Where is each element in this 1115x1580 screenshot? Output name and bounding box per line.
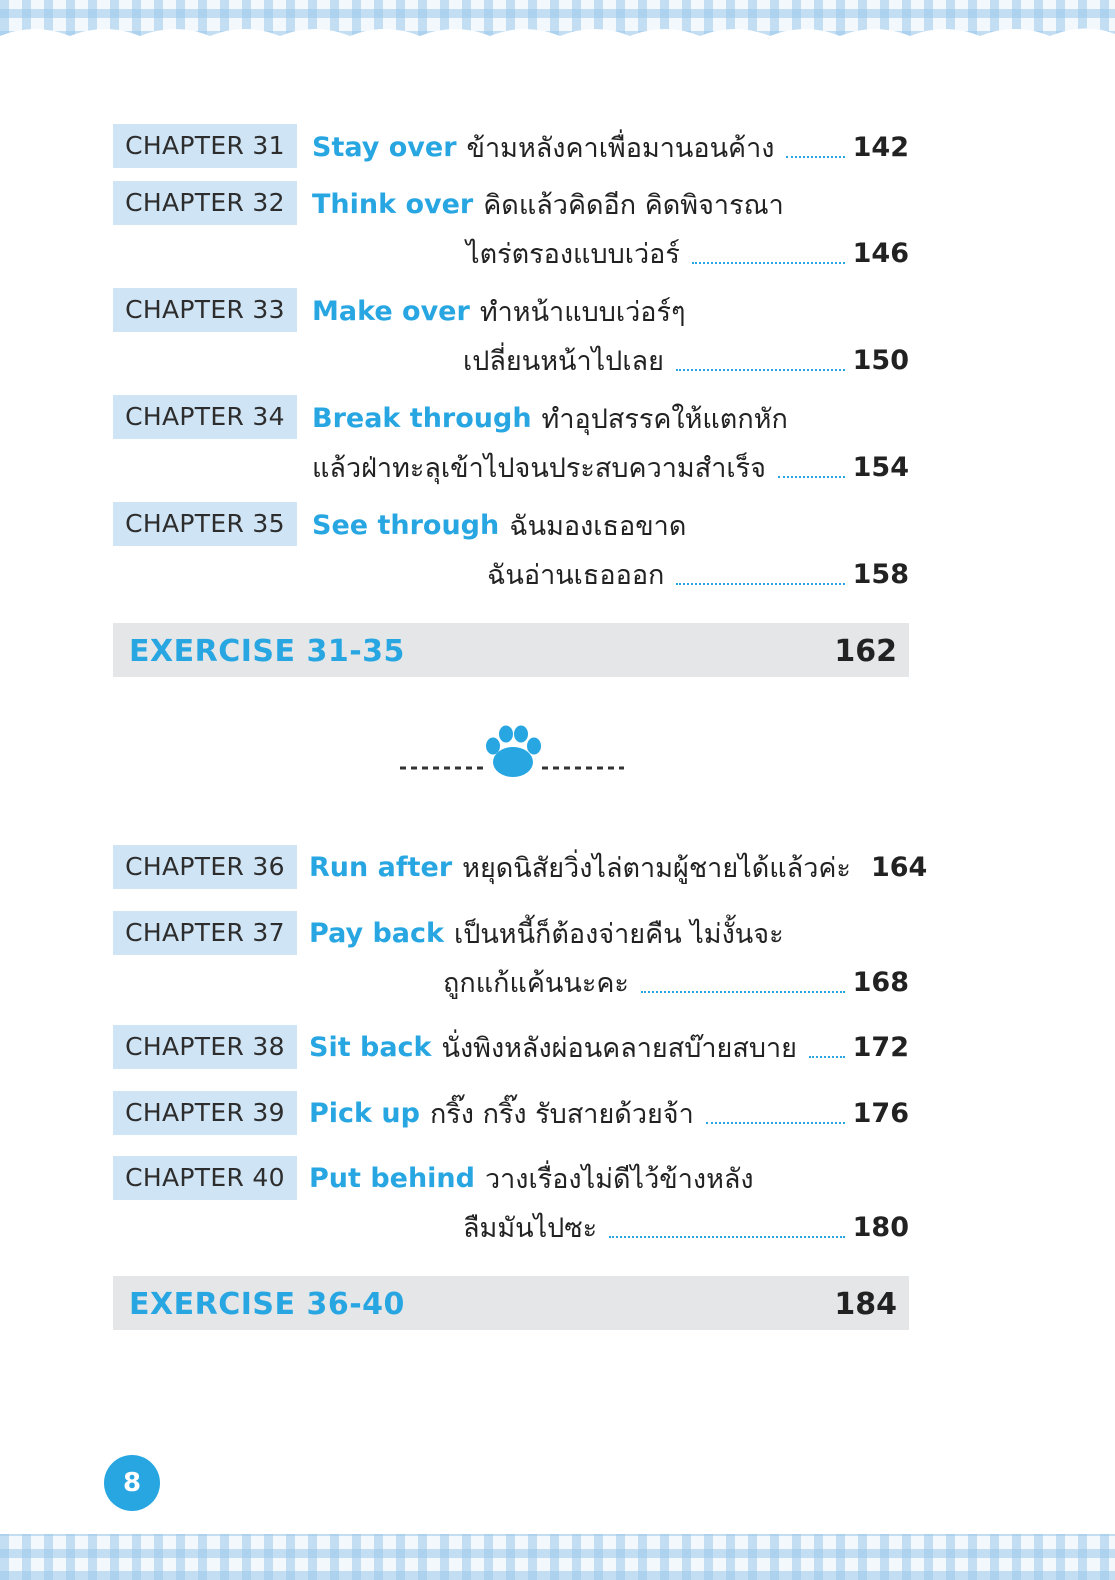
- exercise-entry-36-40[interactable]: [113, 1276, 909, 1330]
- leader-dots: [778, 476, 845, 478]
- chapter-title-th-cont: ไตร่ตรองแบบเว่อร์: [466, 238, 680, 270]
- chapter-tag: CHAPTER 32: [113, 181, 297, 225]
- chapter-title-th: ฉันมองเธอขาด: [509, 510, 687, 542]
- paw-print-icon: [486, 726, 541, 778]
- leader-dots: [786, 156, 844, 158]
- chapter-tag: CHAPTER 34: [113, 395, 297, 439]
- page-number-badge: 8: [104, 1455, 160, 1511]
- exercise-entry-31-35[interactable]: [113, 623, 909, 677]
- page-number: 142: [852, 131, 909, 163]
- page-number: 164: [870, 851, 928, 883]
- chapter-tag: CHAPTER 33: [113, 288, 297, 332]
- chapter-title-en: Run after: [309, 851, 453, 883]
- page-number: 150: [852, 344, 909, 376]
- page-number: 154: [852, 451, 909, 483]
- chapter-title-en: Sit back: [309, 1031, 432, 1063]
- chapter-title-th: ทำอุปสรรคให้แตกหัก: [541, 403, 788, 435]
- chapter-title-th: นั่งพิงหลังผ่อนคลายสบ๊ายสบาย: [441, 1032, 797, 1064]
- leader-dots: [692, 262, 845, 264]
- page-number: 158: [852, 558, 909, 590]
- leader-dots: [676, 583, 844, 585]
- chapter-tag: CHAPTER 37: [113, 911, 297, 955]
- chapter-title-th: กริ๊ง กริ๊ง รับสายด้วยจ้า: [429, 1098, 694, 1130]
- leader-dots: [706, 1122, 845, 1124]
- exercise-page-number: 162: [834, 634, 897, 669]
- chapter-title-en: Pick up: [309, 1097, 420, 1129]
- exercise-label: EXERCISE 36-40: [129, 1287, 405, 1322]
- top-scallop-edge: [0, 22, 1115, 48]
- chapter-title-th: เป็นหนี้ก็ต้องจ่ายคืน ไม่งั้นจะ: [453, 918, 784, 950]
- chapter-title-th-cont: เปลี่ยนหน้าไปเลย: [463, 345, 664, 377]
- chapter-title-en: Break through: [312, 402, 532, 434]
- chapter-title-en: Pay back: [309, 917, 444, 949]
- chapter-tag: CHAPTER 39: [113, 1091, 297, 1135]
- chapter-tag: CHAPTER 38: [113, 1025, 297, 1069]
- page-number: 172: [852, 1031, 909, 1063]
- chapter-title-th-cont: แล้วฝ่าทะลุเข้าไปจนประสบความสำเร็จ: [312, 452, 766, 484]
- leader-dots: [676, 369, 845, 371]
- chapter-tag: CHAPTER 31: [113, 124, 297, 168]
- chapter-tag: CHAPTER 40: [113, 1156, 297, 1200]
- chapter-title-th: วางเรื่องไม่ดีไว้ข้างหลัง: [484, 1163, 754, 1195]
- chapter-title-en: See through: [312, 509, 500, 541]
- page-number: 176: [852, 1097, 909, 1129]
- chapter-title-th: คิดแล้วคิดอีก คิดพิจารณา: [483, 189, 784, 221]
- chapter-title-th: ทำหน้าแบบเว่อร์ๆ: [479, 296, 686, 328]
- bottom-gingham-border: [0, 1534, 1115, 1580]
- chapter-tag: CHAPTER 36: [113, 845, 297, 889]
- page-number: 168: [852, 966, 909, 998]
- chapter-title-th-cont: ฉันอ่านเธอออก: [487, 559, 665, 591]
- chapter-title-th: หยุดนิสัยวิ่งไล่ตามผู้ชายได้แล้วค่ะ: [462, 852, 851, 884]
- chapter-title-th-cont: ลืมมันไปซะ: [463, 1212, 598, 1244]
- section-divider: [400, 722, 624, 782]
- exercise-label: EXERCISE 31-35: [129, 634, 405, 669]
- chapter-title-th-cont: ถูกแก้แค้นนะคะ: [443, 967, 629, 999]
- chapter-title-en: Stay over: [312, 131, 457, 163]
- chapter-title-en: Think over: [312, 188, 474, 220]
- chapter-title-en: Put behind: [309, 1162, 475, 1194]
- chapter-tag: CHAPTER 35: [113, 502, 297, 546]
- chapter-title-th: ข้ามหลังคาเพื่อมานอนค้าง: [466, 132, 775, 164]
- chapter-title-en: Make over: [312, 295, 470, 327]
- leader-dots: [641, 991, 845, 993]
- exercise-page-number: 184: [834, 1287, 897, 1322]
- leader-dots: [609, 1236, 844, 1238]
- page-number: 180: [852, 1211, 909, 1243]
- leader-dots: [809, 1056, 845, 1058]
- page-number: 146: [852, 237, 909, 269]
